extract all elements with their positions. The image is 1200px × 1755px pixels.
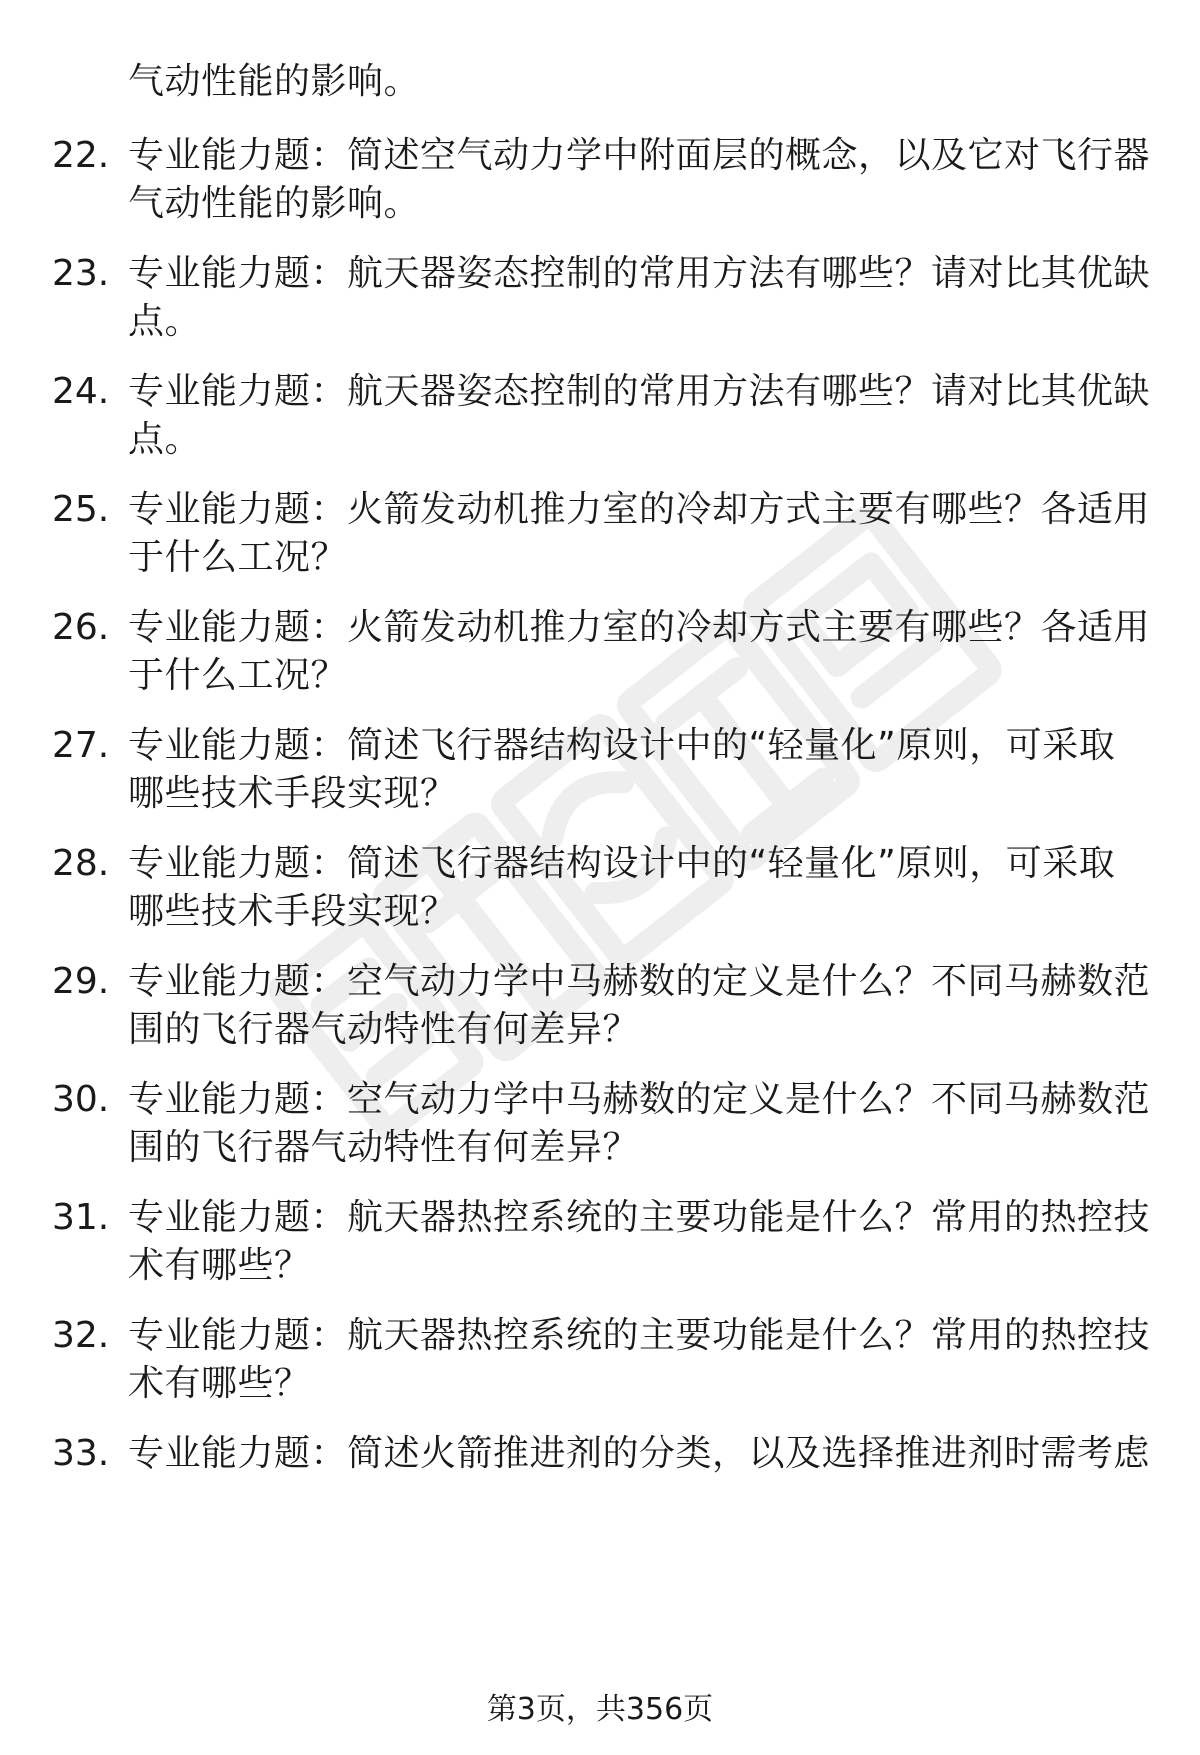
question-number: 31. [52,1197,110,1238]
question-item [0,250,1200,350]
question-number: 29. [52,961,110,1002]
question-line: 专业能力题：航天器姿态控制的常用方法有哪些？请对比其优缺 [128,371,1151,412]
question-item [0,132,1200,232]
question-item [0,840,1200,940]
question-number: 30. [52,1079,110,1120]
question-line: 专业能力题：简述火箭推进剂的分类，以及选择推进剂时需考虑 [128,1433,1151,1474]
question-line: 专业能力题：航天器姿态控制的常用方法有哪些？请对比其优缺 [128,253,1151,294]
question-text [128,604,1151,700]
question-number: 33. [52,1433,110,1474]
question-line: 专业能力题：火箭发动机推力室的冷却方式主要有哪些？各适用 [128,489,1151,530]
question-line: 点。 [128,419,202,460]
question-line: 专业能力题：简述空气动力学中附面层的概念，以及它对飞行器 [128,135,1151,176]
question-line: 专业能力题：简述飞行器结构设计中的“轻量化”原则，可采取 [128,725,1116,766]
question-line: 哪些技术手段实现？ [128,773,457,814]
question-item [0,958,1200,1058]
continuation-text: 气动性能的影响。 [128,61,421,102]
question-item [0,368,1200,468]
question-number: 28. [52,843,110,884]
question-text [128,132,1151,228]
question-number: 27. [52,725,110,766]
question-text [128,840,1138,936]
question-number: 23. [52,253,110,294]
question-number: 22. [52,135,110,176]
question-item [0,1430,1200,1530]
page-footer: 第3页，共356页 [486,1692,714,1727]
question-text [128,1076,1151,1172]
question-item [0,1194,1200,1294]
question-item [0,1312,1200,1412]
question-text [128,368,1151,464]
question-line: 术有哪些？ [128,1363,311,1404]
question-item [0,1076,1200,1176]
question-number: 24. [52,371,110,412]
question-number: 32. [52,1315,110,1356]
question-line: 专业能力题：航天器热控系统的主要功能是什么？常用的热控技 [128,1315,1151,1356]
question-line: 专业能力题：简述飞行器结构设计中的“轻量化”原则，可采取 [128,843,1116,884]
question-text [128,486,1151,582]
question-line: 专业能力题：火箭发动机推力室的冷却方式主要有哪些？各适用 [128,607,1151,648]
question-text [128,1430,1151,1478]
question-line: 于什么工况？ [128,537,348,578]
question-line: 围的飞行器气动特性有何差异？ [128,1009,640,1050]
question-number: 25. [52,489,110,530]
question-line: 专业能力题：空气动力学中马赫数的定义是什么？不同马赫数范 [128,961,1151,1002]
question-line: 术有哪些？ [128,1245,311,1286]
question-text [128,1312,1151,1408]
question-line: 哪些技术手段实现？ [128,891,457,932]
question-line: 专业能力题：空气动力学中马赫数的定义是什么？不同马赫数范 [128,1079,1151,1120]
question-text [128,250,1151,346]
question-line: 气动性能的影响。 [128,183,421,224]
question-text [128,1194,1151,1290]
question-number: 26. [52,607,110,648]
question-line: 专业能力题：航天器热控系统的主要功能是什么？常用的热控技 [128,1197,1151,1238]
question-line: 点。 [128,301,202,342]
question-item [0,604,1200,704]
question-text [128,958,1151,1054]
question-text [128,722,1138,818]
question-item [0,722,1200,822]
question-line: 于什么工况？ [128,655,348,696]
question-item [0,486,1200,586]
question-line: 围的飞行器气动特性有何差异？ [128,1127,640,1168]
